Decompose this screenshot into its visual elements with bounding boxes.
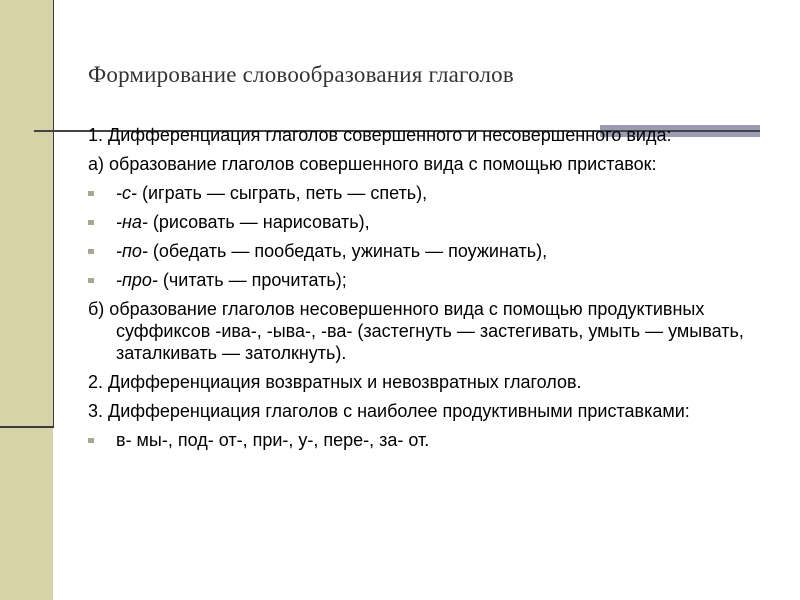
bullet-text: (рисовать — нарисовать), [147, 212, 370, 232]
bullet-item-s [88, 182, 768, 204]
list-item-text: 3. Дифференциация глаголов с наиболее продуктивными приставками: [88, 401, 690, 421]
list-item-1 [88, 124, 768, 146]
bullet-item-pro [88, 269, 768, 291]
list-item-2 [88, 371, 768, 393]
prefix-label: -по- [116, 241, 148, 261]
slide-title: Формирование словообразования глаголов [88, 62, 514, 87]
list-item-text: а) образование глаголов совершенного вида с помощью приставок: [88, 154, 657, 174]
list-item-3 [88, 400, 768, 422]
prefix-label: -на- [116, 212, 148, 232]
bullet-item-prefixes [88, 429, 768, 451]
bullet-square-icon [88, 191, 94, 196]
bullet-square-icon [88, 438, 94, 443]
slide-body-list [88, 124, 768, 458]
bullet-item-po [88, 240, 768, 262]
bullet-square-icon [88, 220, 94, 225]
bullet-text: (читать — прочитать); [157, 270, 347, 290]
prefix-label: -про- [116, 270, 158, 290]
bullet-text: (играть — сыграть, петь — спеть), [137, 183, 428, 203]
prefix-label: -с- [116, 183, 137, 203]
list-item-a [88, 153, 768, 175]
list-item-text: б) образование глаголов несовершенного вида с помощью продуктивных суффиксов -ива-, -ыва-, -ва- (застегнуть — застегивать, умыть — умывать, заталкивать — затолкнуть). [88, 299, 744, 363]
bullet-text: в- мы-, под- от-, при-, у-, пере-, за- от. [116, 430, 430, 450]
bullet-text: (обедать — пообедать, ужинать — поужинать), [147, 241, 548, 261]
bullet-square-icon [88, 278, 94, 283]
list-item-b [88, 298, 768, 364]
list-item-text: 1. Дифференциация глаголов совершенного и несовершенного вида: [88, 125, 672, 145]
list-item-text: 2. Дифференциация возвратных и невозвратных глаголов. [88, 372, 582, 392]
left-band-border [53, 0, 54, 428]
bullet-item-na [88, 211, 768, 233]
left-decorative-band [0, 0, 53, 600]
left-band-base-line [0, 426, 54, 428]
bullet-square-icon [88, 249, 94, 254]
